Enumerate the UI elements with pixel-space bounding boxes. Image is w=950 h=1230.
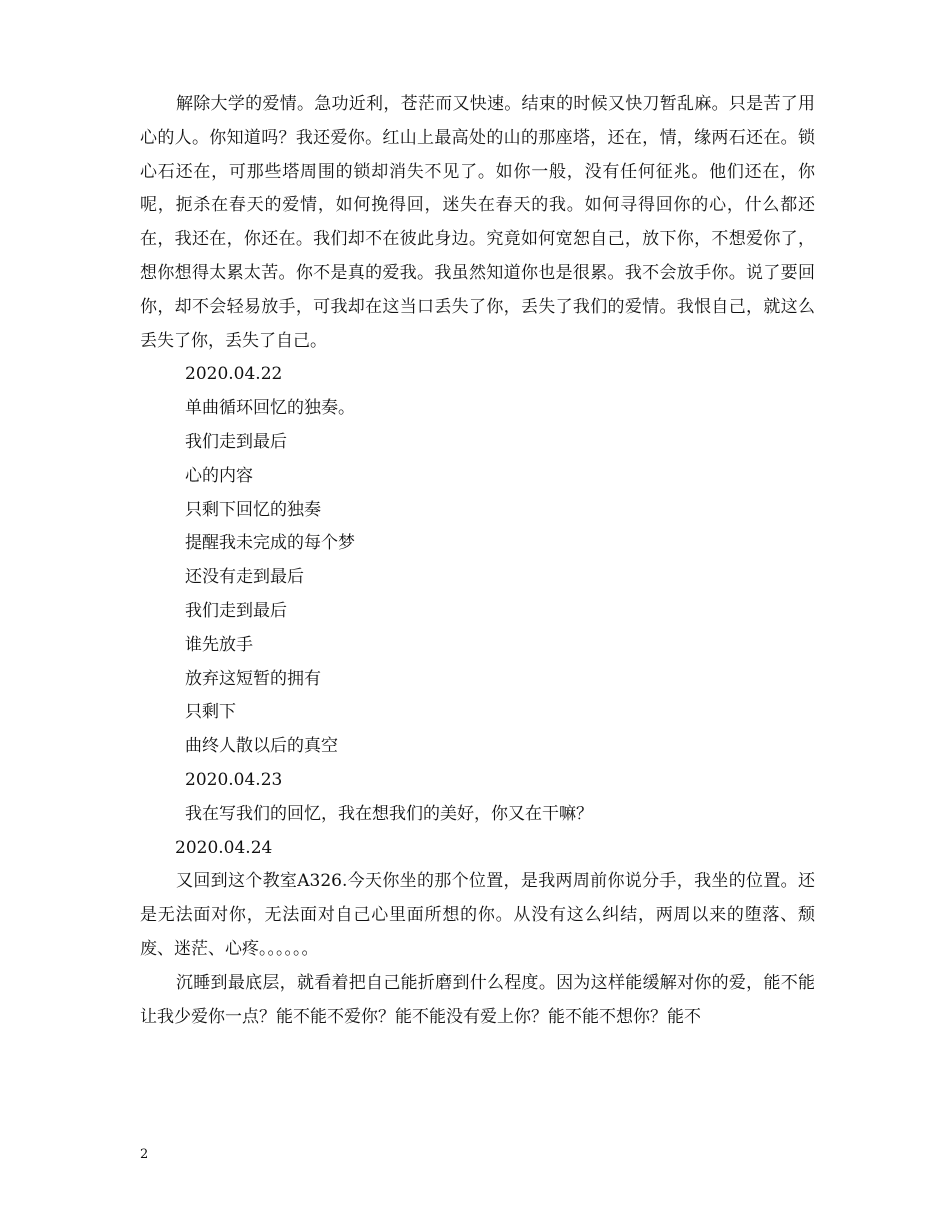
diary-date-0424: 2020.04.24	[175, 837, 273, 858]
lyric-line: 我们走到最后	[185, 600, 287, 621]
song-title: 单曲循环回忆的独奏。	[185, 398, 355, 419]
lyric-line: 只剩下回忆的独奏	[185, 499, 321, 520]
lyric-line: 只剩下	[185, 702, 236, 723]
diary-date-0422: 2020.04.22	[185, 364, 283, 385]
diary-date-0423: 2020.04.23	[185, 769, 283, 790]
paragraph-deep-sleep: 沉睡到最底层，就看着把自己能折磨到什么程度。因为这样能缓解对你的爱，能不能让我少爱你一点？能不能不爱你？能不能没有爱上你？能不能不想你？能不	[140, 972, 815, 1027]
lyric-line: 放弃这短暂的拥有	[185, 668, 321, 689]
paragraph-breakup: 解除大学的爱情。急功近利，苍茫而又快速。结束的时候又快刀暂乱麻。只是苦了用心的人。你知道吗？我还爱你。红山上最高处的山的那座塔，还在，情，缘两石还在。锁心石还在，可那些塔周围的锁却消失不见了。如你一般，没有任何征兆。他们还在，你呢，扼杀在春天的爱情，如何挽得回，迷失在春天的我。如何寻得回你的心，什么都还在，我还在，你还在。我们却不在彼此身边。究竟如何宽恕自己，放下你，不想爱你了，想你想得太累太苦。你不是真的爱我。我虽然知道你也是很累。我不会放手你。说了要回你，却不会轻易放手，可我却在这当口丢失了你，丢失了我们的爱情。我恨自己，就这么丢失了你，丢失了自己。	[140, 94, 815, 351]
lyric-line: 还没有走到最后	[185, 567, 304, 588]
diary-line-0423: 我在写我们的回忆，我在想我们的美好，你又在干嘛？	[185, 803, 593, 824]
lyric-line: 提醒我未完成的每个梦	[185, 533, 355, 554]
paragraph-classroom: 又回到这个教室A326.今天你坐的那个位置，是我两周前你说分手，我坐的位置。还是无法面对你，无法面对自己心里面所想的你。从没有这么纠结，两周以来的堕落、颓废、迷茫、心疼。。。。。。	[140, 871, 815, 959]
lyric-line: 我们走到最后	[185, 431, 287, 452]
page-number: 2	[140, 1147, 149, 1162]
lyric-line: 曲终人散以后的真空	[185, 736, 338, 757]
lyric-line: 心的内容	[185, 465, 253, 486]
lyric-line: 谁先放手	[185, 634, 253, 655]
document-body	[140, 88, 815, 1034]
